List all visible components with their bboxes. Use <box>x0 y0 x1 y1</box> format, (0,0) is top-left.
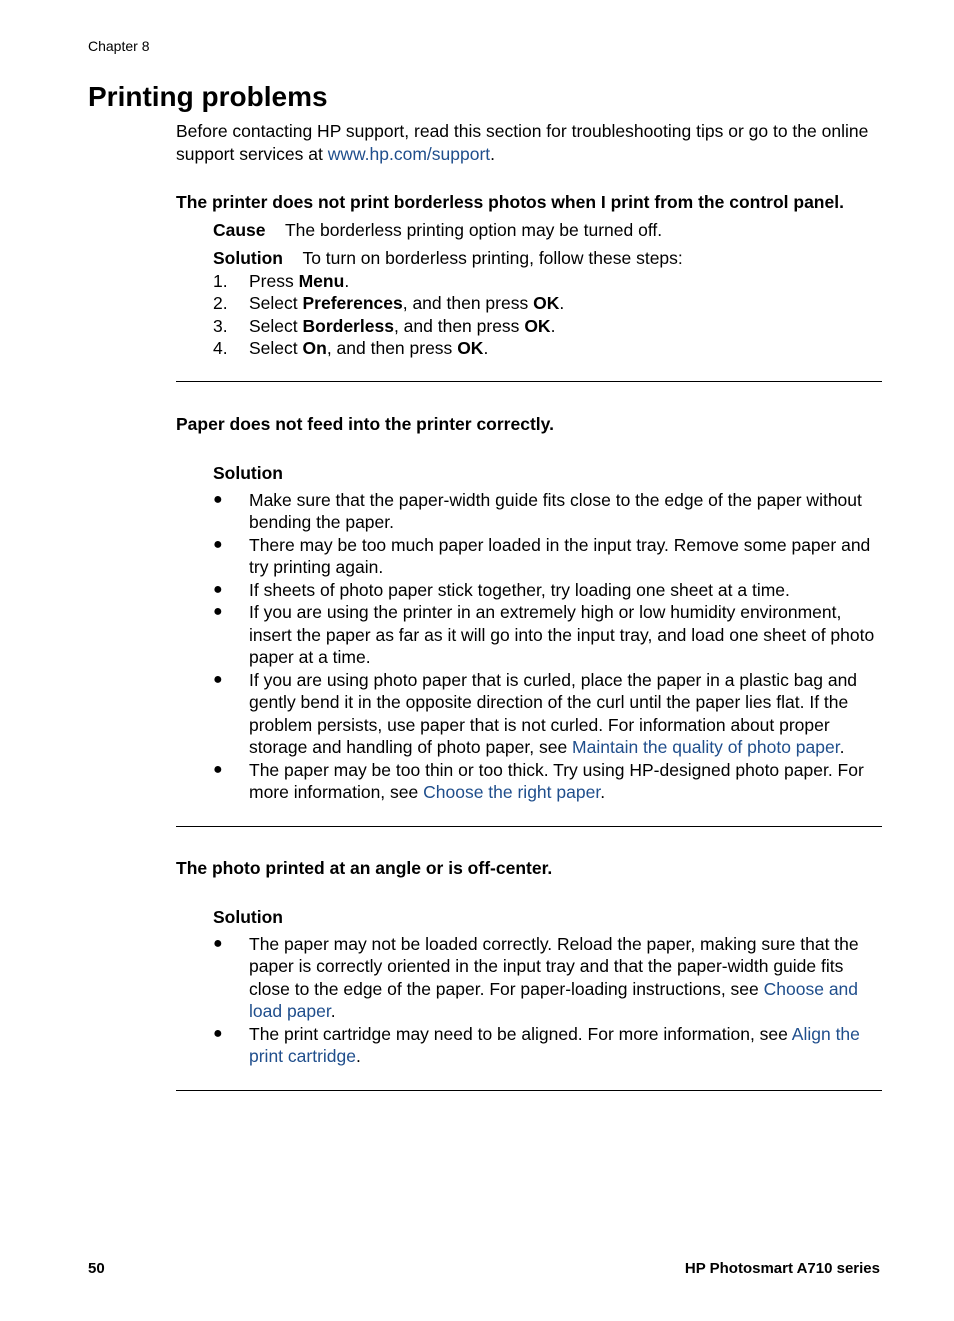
list-item: ● The print cartridge may need to be aligned. For more information, see Align the print cartridge. <box>213 1023 860 1066</box>
choose-right-paper-link[interactable]: Choose the right paper <box>423 782 601 802</box>
list-item: ● Make sure that the paper-width guide fits close to the edge of the paper without bending the paper. <box>213 489 862 532</box>
solution-line <box>213 247 882 270</box>
bullet-icon: ● <box>213 760 223 778</box>
intro-text: Before contacting HP support, read this section for troubleshooting tips or go to the online support services at <box>176 121 869 164</box>
solution-label: Solution <box>213 907 283 927</box>
steps-list <box>213 270 882 360</box>
list-item: 3. Select Borderless, and then press OK. <box>213 315 556 336</box>
list-item: ● If sheets of photo paper stick together, try loading one sheet at a time. <box>213 579 790 600</box>
solution-bullets <box>213 489 882 804</box>
photo-paper-quality-link[interactable]: Maintain the quality of photo paper <box>572 737 840 757</box>
list-item: ● There may be too much paper loaded in the input tray. Remove some paper and try printing again. <box>213 534 871 577</box>
divider <box>176 1090 882 1091</box>
choose-load-paper-link[interactable]: Choose and load paper <box>249 978 859 1021</box>
list-item: ● If you are using photo paper that is curled, place the paper in a plastic bag and gently bend it in the opposite direction of the curl until the paper lies flat. If the problem persists, use paper that is not curled. For information about proper storage and handling of photo paper, see Maintain the quality of photo paper. <box>213 669 858 757</box>
solution-label: Solution <box>213 248 283 268</box>
solution-label: Solution <box>213 463 283 483</box>
intro-paragraph: Before contacting HP support, read this section for troubleshooting tips or go to the online support services at www.hp.com/support. <box>176 121 869 164</box>
bullet-icon: ● <box>213 603 223 620</box>
main-content <box>176 120 882 1091</box>
list-item: 2. Select Preferences, and then press OK. <box>213 293 565 313</box>
solution-text: To turn on borderless printing, follow these steps: <box>302 248 683 268</box>
bullet-icon: ● <box>213 670 223 688</box>
chapter-label: Chapter 8 <box>88 38 150 54</box>
hp-support-link[interactable]: www.hp.com/support <box>327 143 491 164</box>
divider <box>176 381 882 382</box>
product-name: HP Photosmart A710 series <box>684 1260 880 1277</box>
section-heading-off-center: The photo printed at an angle or is off-center. <box>176 857 553 878</box>
list-item: 1. Press Menu. <box>213 270 350 291</box>
bullet-icon: ● <box>213 535 223 553</box>
cause-text: The borderless printing option may be turned off. <box>284 219 663 240</box>
list-item: ● The paper may not be loaded correctly. Reload the paper, making sure that the paper is correctly oriented in the input tray and that the paper-width guide fits close to the edge of the paper. For paper-loading instructions, see Choose and load paper. <box>213 933 859 1021</box>
divider <box>176 826 882 827</box>
solution-bullets <box>213 933 882 1068</box>
bullet-icon: ● <box>213 580 223 598</box>
list-item: 4. Select On, and then press OK. <box>213 338 489 358</box>
cause-line <box>213 219 882 242</box>
bullet-icon: ● <box>213 934 223 952</box>
list-item: ● The paper may be too thin or too thick. Try using HP-designed photo paper. For more information, see Choose the right paper. <box>213 759 864 802</box>
page-number: 50 <box>88 1260 105 1277</box>
cause-label: Cause <box>213 219 266 240</box>
section-heading-paper-feed: Paper does not feed into the printer correctly. <box>176 413 554 434</box>
align-cartridge-link[interactable]: Align the print cartridge <box>249 1023 860 1066</box>
bullet-icon: ● <box>213 490 223 508</box>
page-title: Printing problems <box>88 81 328 112</box>
section-heading-borderless: The printer does not print borderless photos when I print from the control panel. <box>176 192 844 212</box>
bullet-icon: ● <box>213 1024 223 1042</box>
list-item: ● If you are using the printer in an extremely high or low humidity environment, insert the paper as far as it will go into the input tray, and load one sheet of photo paper at a time. <box>213 602 875 667</box>
